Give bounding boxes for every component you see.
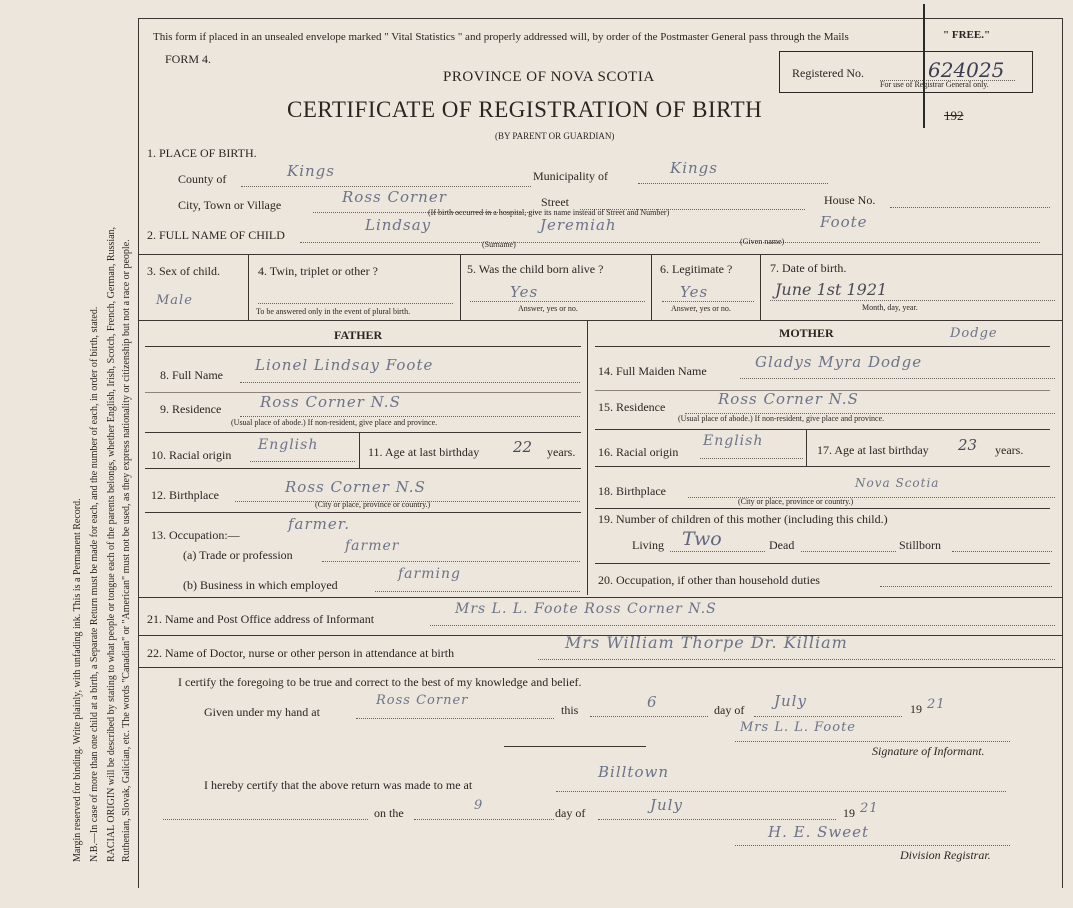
doctor-label: 22. Name of Doctor, nurse or other person in attendance at birth bbox=[147, 646, 455, 660]
reg-day-line bbox=[414, 819, 554, 820]
stillborn-label: Stillborn bbox=[899, 538, 942, 552]
reg-day-of-label: day of bbox=[555, 806, 586, 820]
row3-bottom-line bbox=[138, 320, 1062, 321]
legitimate-note: Answer, yes or no. bbox=[671, 304, 731, 313]
father-heading-line bbox=[145, 346, 581, 347]
mother-occupation-line bbox=[880, 586, 1052, 587]
county-label: County of bbox=[178, 172, 227, 186]
father-racial-line bbox=[250, 461, 355, 462]
certify-statement: I certify the foregoing to be true and correct to the best of my knowledge and belief. bbox=[178, 675, 582, 689]
legitimate-label: 6. Legitimate ? bbox=[660, 262, 733, 276]
registrar-use-note: For use of Registrar General only. bbox=[880, 80, 989, 89]
dead-label: Dead bbox=[769, 538, 795, 552]
given-name-note: (Given name) bbox=[740, 237, 785, 246]
month-line bbox=[754, 716, 902, 717]
signature-line bbox=[735, 741, 1010, 742]
certificate-title: CERTIFICATE OF REGISTRATION OF BIRTH bbox=[287, 97, 763, 122]
house-no-label: House No. bbox=[824, 193, 876, 207]
informant-top-line bbox=[138, 597, 1062, 598]
given-place-value: Ross Corner bbox=[376, 693, 469, 708]
father-birthplace-note: (City or place, province or country.) bbox=[315, 500, 431, 509]
mother-racial-line bbox=[700, 458, 803, 459]
child-name-label: 2. FULL NAME OF CHILD bbox=[147, 228, 285, 242]
date-note: Month, day, year. bbox=[862, 303, 918, 312]
child-given-value: Foote bbox=[820, 213, 868, 231]
house-line bbox=[890, 207, 1050, 208]
child-surname-value: Lindsay bbox=[365, 216, 432, 234]
mother-residence-value: Ross Corner N.S bbox=[718, 390, 859, 408]
doctor-line bbox=[538, 659, 1055, 660]
row3-divider-1 bbox=[248, 254, 249, 320]
row3-divider-4 bbox=[760, 254, 761, 320]
row3-top-line bbox=[138, 254, 1062, 255]
date-label: 7. Date of birth. bbox=[770, 261, 847, 275]
living-label: Living bbox=[632, 538, 664, 552]
registrar-place-value: Billtown bbox=[598, 763, 669, 781]
mother-row-sep-5 bbox=[595, 563, 1050, 564]
given-under-hand-label: Given under my hand at bbox=[204, 705, 320, 719]
registrar-signature-line bbox=[735, 845, 1010, 846]
this-label: this bbox=[561, 703, 579, 717]
father-row-sep-2 bbox=[145, 432, 581, 433]
father-residence-label: 9. Residence bbox=[160, 402, 222, 416]
province-heading: PROVINCE OF NOVA SCOTIA bbox=[443, 69, 655, 85]
father-trade-value: farmer bbox=[345, 538, 400, 554]
margin-note-binding: Margin reserved for binding. Write plainly, with unfading ink. This is a Permanent Record. bbox=[72, 498, 83, 862]
given-place-line bbox=[356, 718, 554, 719]
margin-note-racial-origin: RACIAL ORIGIN will be described by stating to what people or tongue each of the parents belongs, whether English, Irish, Scotch, French, German, Russian, bbox=[106, 226, 117, 862]
dead-line bbox=[801, 551, 896, 552]
doctor-value: Mrs William Thorpe Dr. Killiam bbox=[565, 633, 848, 652]
mother-heading: MOTHER bbox=[779, 326, 834, 340]
mother-name-label: 14. Full Maiden Name bbox=[598, 364, 707, 378]
registered-value: 624025 bbox=[928, 58, 1005, 82]
informant-label: 21. Name and Post Office address of Informant bbox=[147, 612, 375, 626]
twin-note: To be answered only in the event of plural birth. bbox=[256, 307, 411, 316]
mother-row-sep-3 bbox=[595, 466, 1050, 467]
child-middle-value: Jeremiah bbox=[540, 216, 617, 234]
day-of-label: day of bbox=[714, 703, 745, 717]
father-business-label: (b) Business in which employed bbox=[183, 578, 338, 592]
mother-age-value: 23 bbox=[958, 436, 978, 454]
street-label: Street bbox=[541, 195, 569, 209]
year-prefix: 19 bbox=[910, 702, 922, 716]
margin-note-racial-origin-cont: Ruthenian, Slovak, Galician, etc. The words "Canadian" or "American" must not be used, as they express nationality or citizenship but not a race or people. bbox=[121, 239, 132, 862]
father-row-sep-3 bbox=[145, 468, 581, 469]
living-line bbox=[670, 551, 765, 552]
mother-birthplace-value: Nova Scotia bbox=[855, 476, 940, 490]
informant-value: Mrs L. L. Foote Ross Corner N.S bbox=[455, 601, 717, 617]
mother-birthplace-note: (City or place, province or country.) bbox=[738, 497, 854, 506]
margin-note-multiple-births: N.B.—In case of more than one child at a birth, a Separate Return must be made for each, and the number of each, in order of birth, stated. bbox=[89, 306, 100, 862]
alive-value: Yes bbox=[510, 283, 539, 301]
reg-month-value: July bbox=[650, 796, 683, 814]
father-name-value: Lionel Lindsay Foote bbox=[255, 356, 434, 374]
father-racial-label: 10. Racial origin bbox=[151, 448, 232, 462]
municipality-value: Kings bbox=[670, 159, 718, 177]
county-value: Kings bbox=[287, 162, 335, 180]
frame-right bbox=[1062, 18, 1063, 888]
registrar-signature: H. E. Sweet bbox=[768, 823, 869, 841]
father-name-line bbox=[240, 382, 580, 383]
father-age-label: 11. Age at last birthday bbox=[368, 445, 480, 459]
county-line bbox=[241, 186, 531, 187]
signature-separator bbox=[504, 746, 646, 747]
twin-label: 4. Twin, triplet or other ? bbox=[258, 264, 378, 278]
legitimate-value: Yes bbox=[680, 283, 709, 301]
frame-left bbox=[138, 18, 139, 888]
father-trade-line bbox=[322, 561, 580, 562]
mother-residence-note: (Usual place of abode.) If non-resident, give place and province. bbox=[678, 414, 885, 423]
stillborn-line bbox=[952, 551, 1052, 552]
father-residence-value: Ross Corner N.S bbox=[260, 393, 401, 411]
children-count-label: 19. Number of children of this mother (including this child.) bbox=[598, 512, 888, 526]
registrar-certify-label: I hereby certify that the above return was made to me at bbox=[204, 778, 473, 792]
informant-signature: Mrs L. L. Foote bbox=[740, 720, 857, 735]
postal-note: This form if placed in an unsealed envelope marked " Vital Statistics " and properly addressed will, by order of the Postmaster General pass through the Mails bbox=[153, 31, 849, 43]
form-number: FORM 4. bbox=[165, 52, 212, 66]
stamp-year: 192 bbox=[944, 108, 964, 123]
alive-note: Answer, yes or no. bbox=[518, 304, 578, 313]
father-race-age-divider bbox=[359, 432, 360, 468]
mother-racial-label: 16. Racial origin bbox=[598, 445, 679, 459]
day-value: 6 bbox=[647, 693, 658, 711]
registrar-label: Division Registrar. bbox=[900, 848, 991, 862]
twin-line bbox=[258, 303, 453, 304]
living-value: Two bbox=[682, 528, 722, 550]
reg-day-value: 9 bbox=[474, 798, 484, 813]
month-value: July bbox=[774, 692, 807, 710]
ink-stroke bbox=[923, 4, 925, 128]
certificate-subtitle: (BY PARENT OR GUARDIAN) bbox=[495, 131, 615, 141]
father-business-line bbox=[375, 591, 580, 592]
date-value: June 1st 1921 bbox=[775, 280, 888, 299]
mother-name-line bbox=[740, 378, 1055, 379]
postal-free: " FREE." bbox=[943, 29, 991, 41]
father-years: years. bbox=[547, 445, 576, 459]
father-residence-note: (Usual place of abode.) If non-resident, give place and province. bbox=[231, 418, 438, 427]
mother-years: years. bbox=[995, 443, 1024, 457]
row3-divider-2 bbox=[460, 254, 461, 320]
mother-name-value: Gladys Myra Dodge bbox=[755, 353, 923, 371]
registered-label: Registered No. bbox=[792, 66, 864, 80]
mother-racial-value: English bbox=[703, 433, 764, 449]
registrar-place-line bbox=[556, 791, 1006, 792]
mother-extra-note: Dodge bbox=[950, 326, 998, 341]
father-birthplace-value: Ross Corner N.S bbox=[285, 478, 426, 496]
alive-label: 5. Was the child born alive ? bbox=[467, 262, 604, 276]
father-trade-label: (a) Trade or profession bbox=[183, 548, 293, 562]
father-racial-value: English bbox=[258, 437, 319, 453]
municipality-line bbox=[638, 183, 828, 184]
father-heading: FATHER bbox=[334, 328, 383, 342]
mother-race-age-divider bbox=[806, 429, 807, 466]
day-line bbox=[590, 716, 708, 717]
reg-year-prefix: 19 bbox=[843, 806, 855, 820]
city-label: City, Town or Village bbox=[178, 198, 282, 212]
informant-line bbox=[430, 625, 1055, 626]
signature-label: Signature of Informant. bbox=[872, 744, 985, 758]
year-value: 21 bbox=[927, 697, 946, 712]
reg-month-line bbox=[598, 819, 836, 820]
municipality-label: Municipality of bbox=[533, 169, 608, 183]
row3-divider-3 bbox=[651, 254, 652, 320]
date-line bbox=[770, 300, 1055, 301]
mother-residence-label: 15. Residence bbox=[598, 400, 666, 414]
mother-row-sep-4 bbox=[595, 508, 1050, 509]
mother-heading-line bbox=[595, 346, 1050, 347]
place-of-birth-label: 1. PLACE OF BIRTH. bbox=[147, 146, 257, 160]
alive-line bbox=[470, 301, 645, 302]
mother-birthplace-label: 18. Birthplace bbox=[598, 484, 666, 498]
mother-row-sep-2 bbox=[595, 429, 1050, 430]
city-value: Ross Corner bbox=[342, 188, 447, 206]
sex-value: Male bbox=[156, 293, 193, 308]
hospital-note: (If birth occurred in a hospital, give its name instead of Street and Number) bbox=[428, 208, 670, 217]
legitimate-line bbox=[662, 301, 754, 302]
father-birthplace-label: 12. Birthplace bbox=[151, 488, 219, 502]
father-occupation-value: farmer. bbox=[288, 515, 351, 533]
surname-note: (Surname) bbox=[482, 240, 516, 249]
father-business-value: farming bbox=[398, 566, 461, 582]
parents-divider bbox=[587, 320, 588, 595]
sex-label: 3. Sex of child. bbox=[147, 264, 220, 278]
mother-occupation-label: 20. Occupation, if other than household duties bbox=[598, 573, 820, 587]
father-age-value: 22 bbox=[513, 438, 533, 456]
father-row-sep-4 bbox=[145, 512, 581, 513]
father-name-label: 8. Full Name bbox=[160, 368, 223, 382]
on-the-label: on the bbox=[374, 806, 404, 820]
certification-top-line bbox=[138, 667, 1062, 668]
child-name-line bbox=[300, 242, 1040, 243]
on-the-lead-line bbox=[163, 819, 368, 820]
reg-year-value: 21 bbox=[860, 801, 879, 816]
father-occupation-label: 13. Occupation:— bbox=[151, 528, 240, 542]
mother-age-label: 17. Age at last birthday bbox=[817, 443, 929, 457]
father-residence-line bbox=[240, 416, 580, 417]
